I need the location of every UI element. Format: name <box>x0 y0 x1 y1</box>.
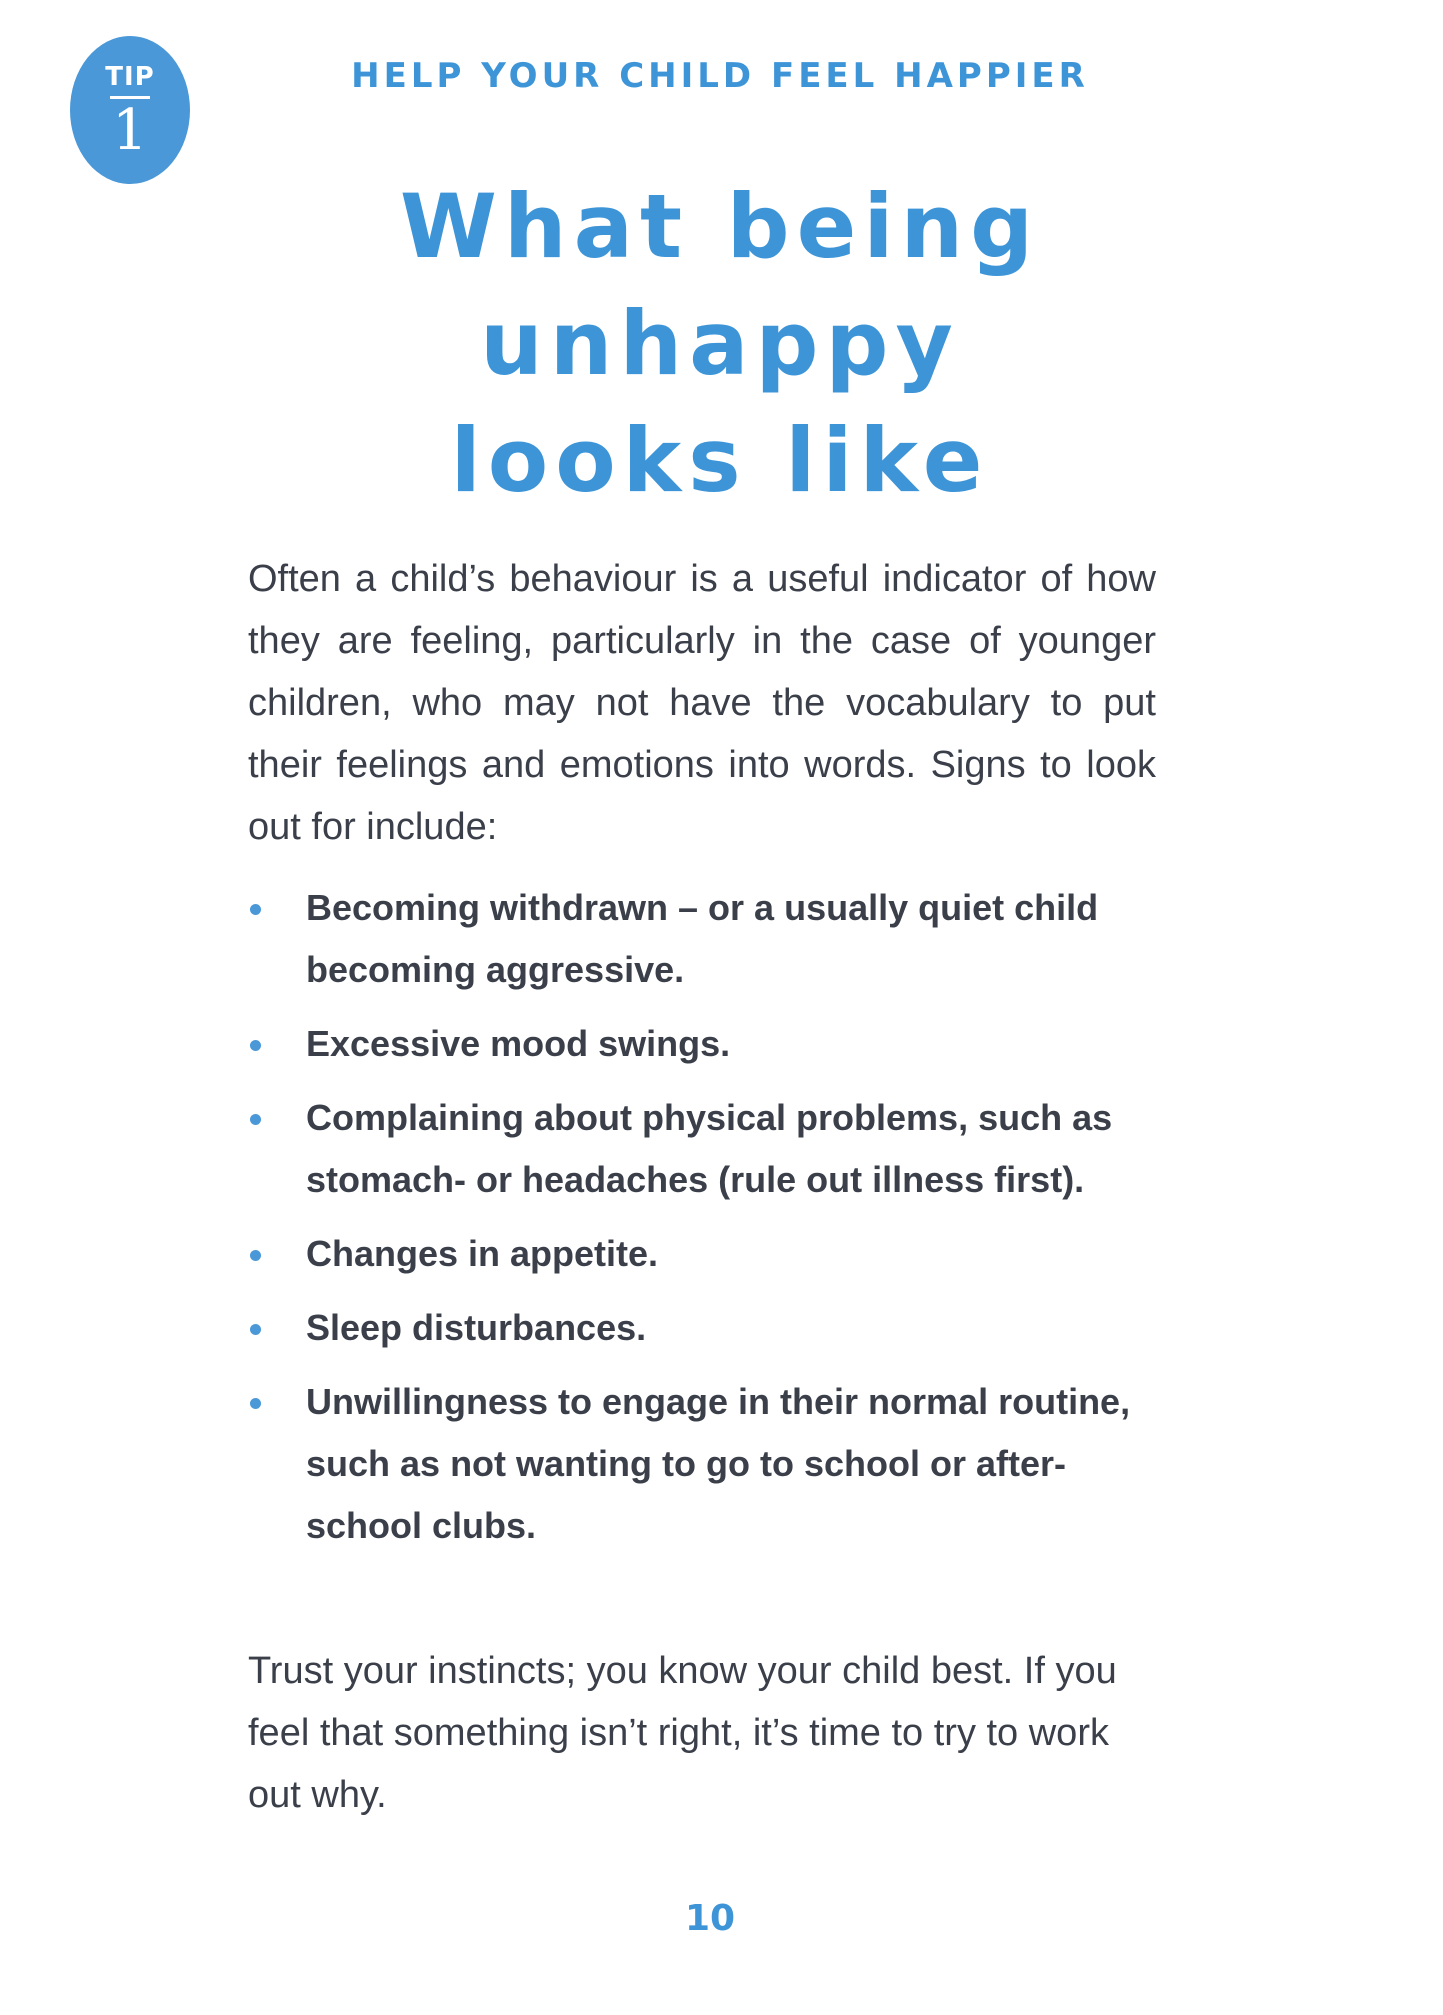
title-line: looks like <box>450 409 990 512</box>
page-number: 10 <box>684 1898 736 1939</box>
tip-badge <box>70 36 190 184</box>
title-line: unhappy <box>480 292 960 395</box>
running-head: HELP YOUR CHILD FEEL HAPPIER <box>351 56 1089 96</box>
list-item <box>248 1223 1178 1285</box>
intro-paragraph: Often a child’s behaviour is a useful indicator of how they are feeling, particularly in the case of younger children, who may not have the vocabulary to put their feelings and emotions into words. Signs to look out for include: <box>248 558 1156 848</box>
bullet-icon <box>250 1398 261 1409</box>
bullet-icon <box>250 1040 261 1051</box>
sign-text: Complaining about physical problems, such as stomach- or headaches (rule out illness first). <box>306 1097 1113 1200</box>
bullet-icon <box>250 904 261 915</box>
sign-text: Sleep disturbances. <box>306 1307 647 1348</box>
list-item <box>248 1371 1178 1557</box>
bullet-icon <box>250 1324 261 1335</box>
list-item <box>248 877 1178 1001</box>
list-item <box>248 1013 1178 1075</box>
tip-number: 1 <box>112 98 148 163</box>
sign-text: Becoming withdrawn – or a usually quiet child becoming aggressive. <box>306 887 1099 990</box>
tip-label: TIP <box>105 62 155 92</box>
sign-text: Changes in appetite. <box>306 1233 659 1274</box>
bullet-icon <box>250 1250 261 1261</box>
bullet-icon <box>250 1114 261 1125</box>
signs-list <box>248 877 1178 1569</box>
title-line: What being <box>399 175 1041 278</box>
closing-paragraph: Trust your instincts; you know your child best. If you feel that something isn’t right, it’s time to try to work out why. <box>248 1650 1117 1816</box>
sign-text: Unwillingness to engage in their normal routine, such as not wanting to go to school or after-school clubs. <box>306 1381 1131 1546</box>
sign-text: Excessive mood swings. <box>306 1023 731 1064</box>
list-item <box>248 1087 1178 1211</box>
page-title <box>300 168 1140 519</box>
list-item <box>248 1297 1178 1359</box>
